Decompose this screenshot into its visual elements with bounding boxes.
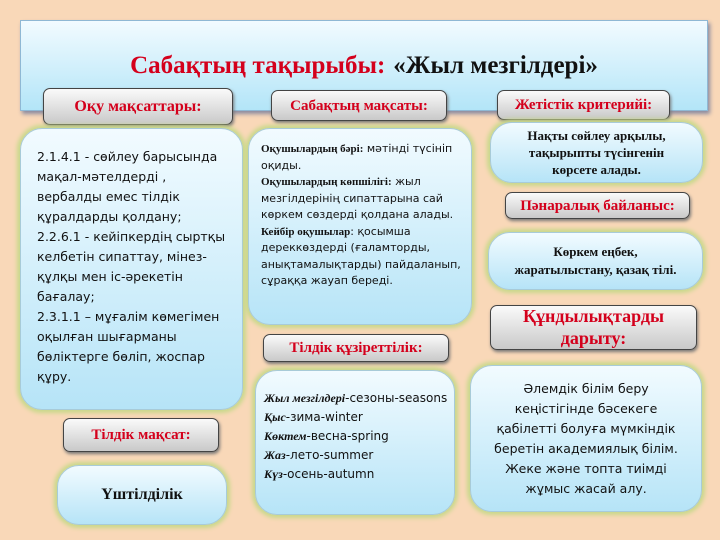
title-label: Сабақтың тақырыбы: <box>130 51 386 79</box>
lesson-goal-box <box>248 128 472 325</box>
vocab-item: Көктем-весна-spring <box>264 429 389 443</box>
goal-item: Оқушылардың көпшілігі: жыл мезгілдерінің сипаттарына сай көркем сөздерді қолдана алады. <box>261 175 454 221</box>
values-box: Әлемдік білім беру кеңістігінде бәсекеге қабілетті болуға мүмкіндік беретін академиялық білім. Жеке және топта тиімді жұмыс жасай алу. <box>470 365 702 512</box>
goal-item: Оқушылардың бәрі: мәтінді түсініп оқиды. <box>261 142 453 172</box>
cross-curricular-box: Көркем еңбек, жаратылыстану, қазақ тілі. <box>488 232 703 290</box>
learning-objectives-label: Оқу мақсаттары: <box>43 88 233 125</box>
objective: 2.1.4.1 - сөйлеу барысында мақал-мәтелдерді , вербалды емес тілдік құралдарды қолдану; <box>37 149 218 224</box>
vocab-item: Жыл мезгілдері-сезоны-seasons <box>264 391 448 405</box>
language-competence-box <box>255 370 455 515</box>
lesson-topic: «Жыл мезгілдері» <box>393 51 598 79</box>
vocab-item: Күз-осень-autumn <box>264 467 375 481</box>
vocab-item: Жаз-лето-summer <box>264 448 374 462</box>
language-competence-label: Тілдік құзіреттілік: <box>263 334 449 362</box>
success-criteria-label: Жетістік критерийі: <box>497 90 670 120</box>
learning-objectives-box <box>20 128 243 410</box>
language-goal-label: Тілдік мақсат: <box>63 418 219 452</box>
success-criteria-box: Нақты сөйлеу арқылы, тақырыпты түсінгенін көрсете алады. <box>490 122 703 183</box>
lesson-goal-label: Сабақтың мақсаты: <box>271 90 447 121</box>
objective: 2.2.6.1 - кейіпкердің сыртқы келбетін сипаттау, мінез-құлқы мен іс-әрекетін бағалау; <box>37 229 226 304</box>
cross-curricular-label: Пәнаралық байланыс: <box>505 192 690 219</box>
objective: 2.3.1.1 – мұғалім көмегімен оқылған шығарманы бөліктерге бөліп, жоспар құру. <box>37 309 220 384</box>
vocab-item: Қыс-зима-winter <box>264 410 363 424</box>
goal-item: Кейбір оқушылар: қосымша дереккөздерді (ғаламторды, анықтамалықтарды) пайдаланып, сұраққа жауап береді. <box>261 224 461 287</box>
language-goal-box: Үштілділік <box>57 465 227 525</box>
values-label: Құндылықтарды дарыту: <box>490 305 697 350</box>
